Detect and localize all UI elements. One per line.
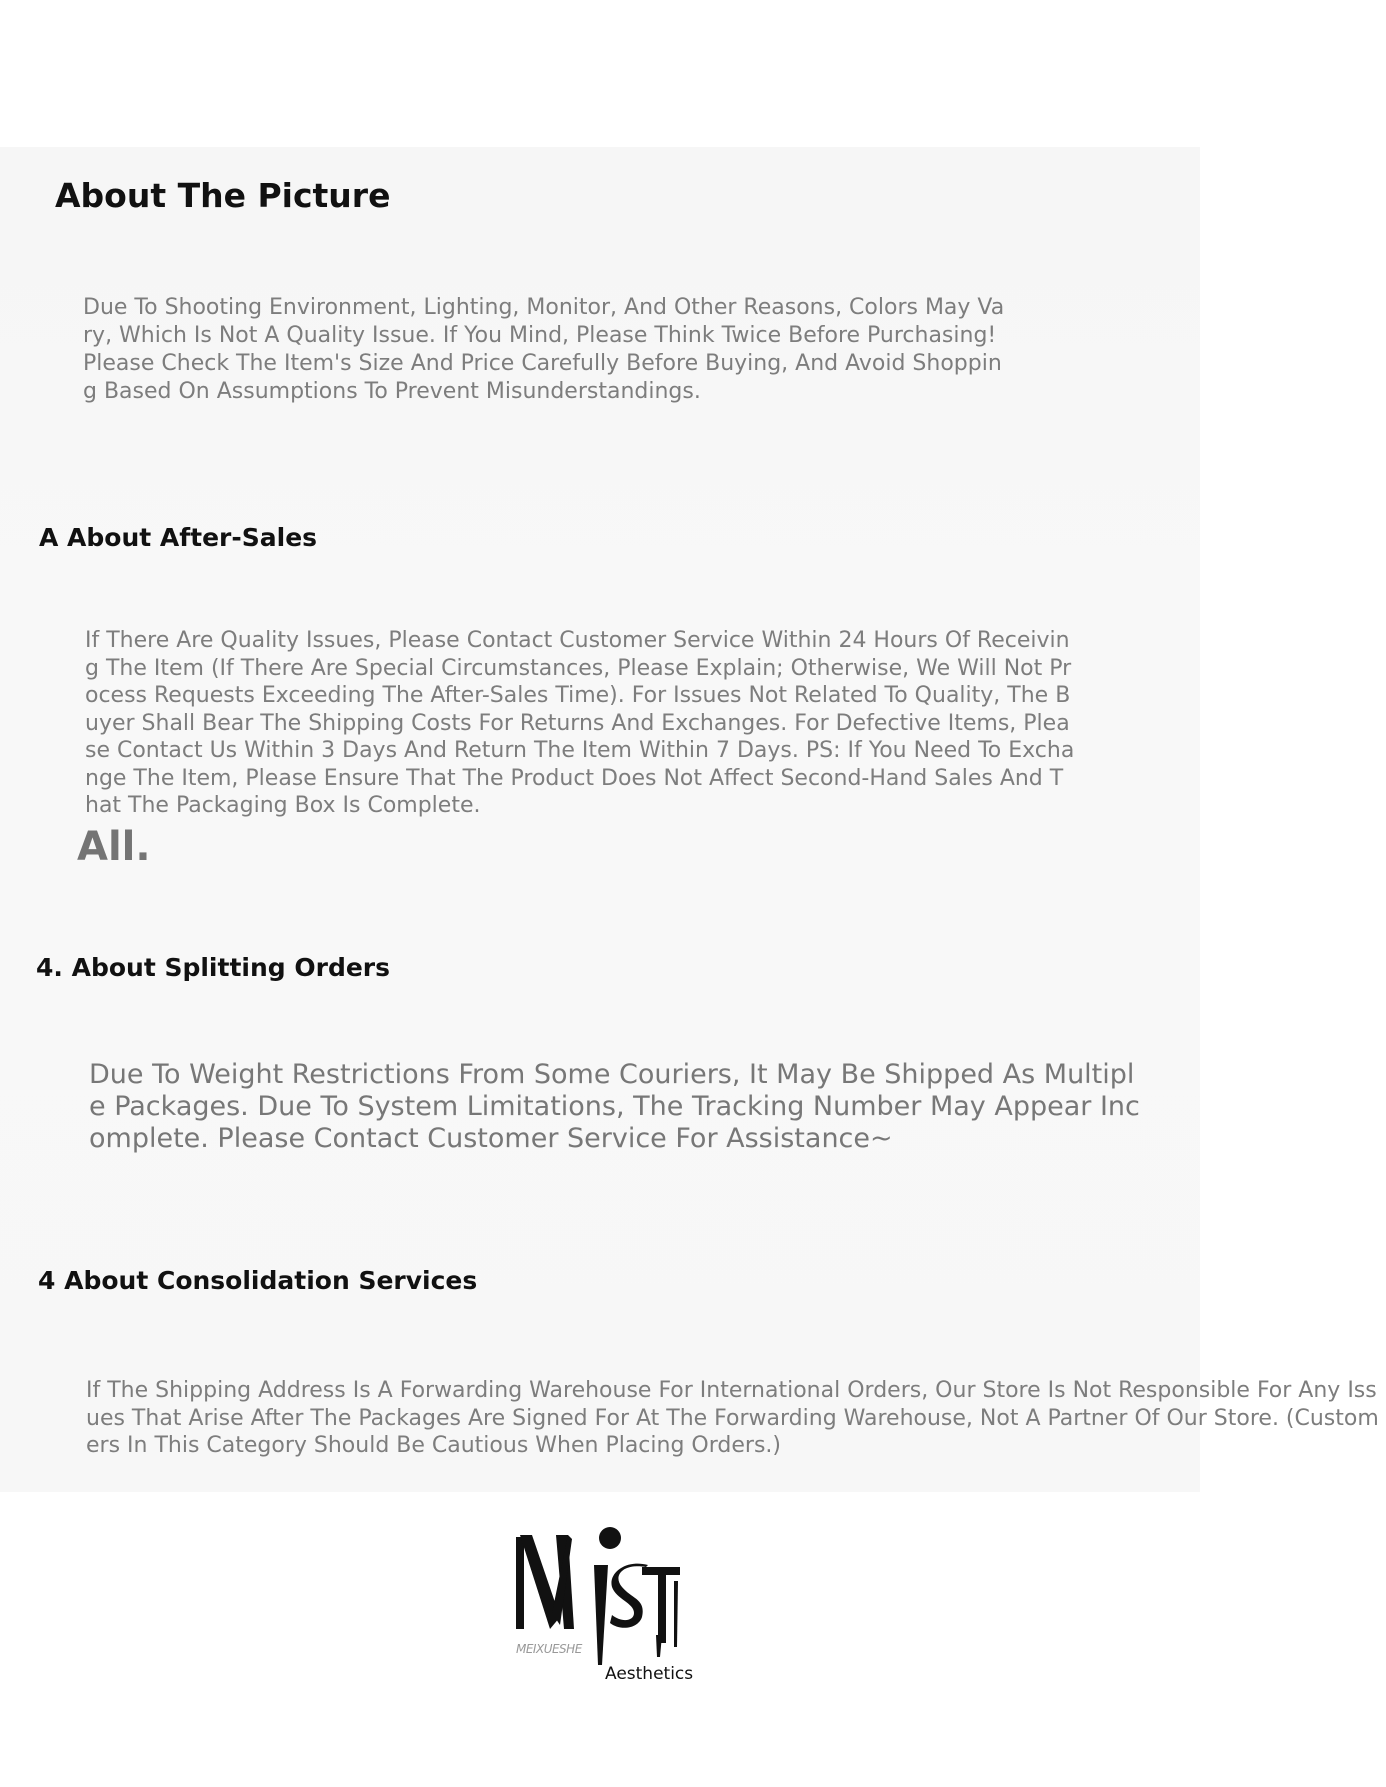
after-sales-trailing-text: All. <box>77 824 151 870</box>
section-body-about-picture: Due To Shooting Environment, Lighting, Monitor, And Other Reasons, Colors May Vary, Which Is Not A Quality Issue. If You Mind, Please Think Twice Before Purchasing! Please Check The Item's Size And Price Carefully Before Buying, And Avoid Shopping Based On Assumptions To Prevent Misunderstandings. <box>83 295 1005 404</box>
section-body-consolidation: If The Shipping Address Is A Forwarding Warehouse For International Orders, Our Store Is Not Responsible For Any Issues That Arise After The Packages Are Signed For At The Forwarding Warehouse, Not A Partner Of Our Store. (Customers In This Category Should Be Cautious When Placing Orders.) <box>86 1378 1379 1458</box>
brand-logo-mark <box>516 1525 696 1685</box>
brand-logo <box>516 1525 696 1685</box>
info-panel <box>0 147 1379 1492</box>
section-title-consolidation: 4 About Consolidation Services <box>38 1266 478 1295</box>
brand-tagline: Aesthetics <box>605 1664 694 1684</box>
brand-logo-subtext: MEIXUESHE <box>516 1642 582 1656</box>
section-body-splitting-orders: Due To Weight Restrictions From Some Couriers, It May Be Shipped As Multiple Packages. Due To System Limitations, The Tracking Number May Appear Incomplete. Please Contact Customer Service For Assistance~ <box>89 1059 1140 1154</box>
section-title-splitting-orders: 4. About Splitting Orders <box>36 953 391 982</box>
section-title-about-picture: About The Picture <box>55 176 391 215</box>
section-title-after-sales: A About After-Sales <box>39 523 318 552</box>
section-body-after-sales: If There Are Quality Issues, Please Contact Customer Service Within 24 Hours Of Receiving The Item (If There Are Special Circumstances, Please Explain; Otherwise, We Will Not Process Requests Exceeding The After-Sales Time). For Issues Not Related To Quality, The Buyer Shall Bear The Shipping Costs For Returns And Exchanges. For Defective Items, Please Contact Us Within 3 Days And Return The Item Within 7 Days. PS: If You Need To Exchange The Item, Please Ensure That The Product Does Not Affect Second-Hand Sales And That The Packaging Box Is Complete. <box>85 628 1075 818</box>
